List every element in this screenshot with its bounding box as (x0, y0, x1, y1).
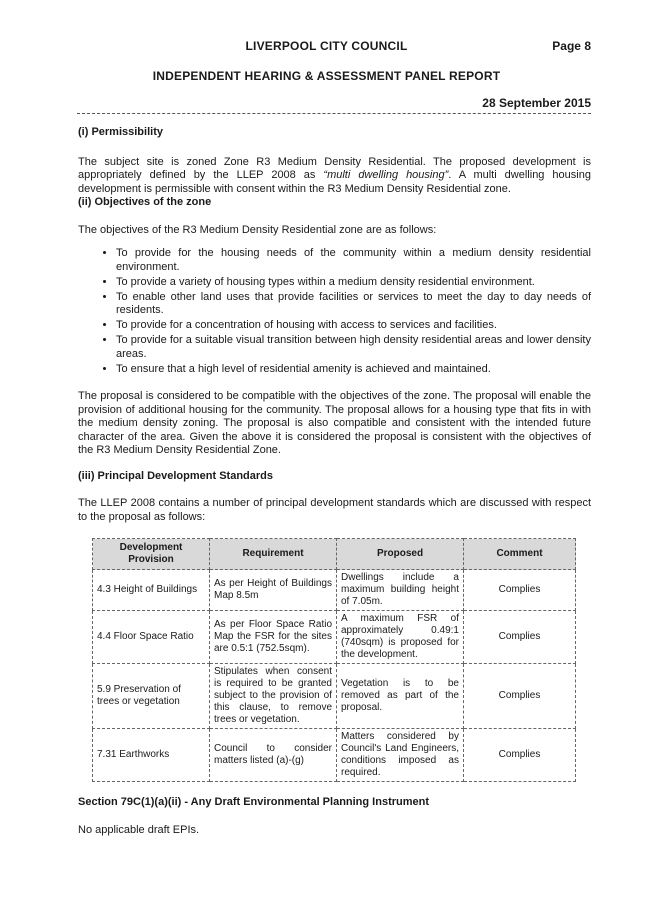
permissibility-heading: (i) Permissibility (78, 126, 163, 138)
table-cell: Stipulates when consent is required to be granted subject to the provision of this clause, to remove trees or vegetation. (210, 664, 337, 729)
table-cell: Complies (464, 729, 576, 782)
column-header: Development Provision (93, 539, 210, 570)
objective-item: • To provide for a suitable visual transition between high density residential areas and lower density areas. (116, 334, 591, 361)
table-row (93, 664, 576, 729)
column-header: Proposed (337, 539, 464, 570)
permissibility-paragraph (78, 156, 591, 197)
table-cell: As per Floor Space Ratio Map the FSR for the sites are 0.5:1 (752.5sqm). (210, 611, 337, 664)
objective-item: • To ensure that a high level of residential amenity is achieved and maintained. (116, 363, 591, 377)
objectives-conclusion: The proposal is considered to be compatible with the objectives of the zone. The proposal will enable the provision of additional housing for the community. The proposal allows for a housing type that fits in with the medium density zoning. The proposal is also compatible and consistent with the intended future character of the area. Given the above it is considered the proposal is consistent with the objectives of the R3 Medium Density Residential Zone. (78, 390, 591, 456)
standards-heading: (iii) Principal Development Standards (78, 469, 273, 482)
report-date: 28 September 2015 (482, 96, 591, 110)
table-cell: A maximum FSR of approximately 0.49:1 (740sqm) is proposed for the development. (337, 611, 464, 664)
table-cell: Complies (464, 570, 576, 611)
permissibility-text-1: The subject site is zoned Zone R3 Medium Density Residential. The proposed development is appropriately defined by the LLEP 2008 as (78, 155, 591, 181)
permissibility-text-2: . A multi dwelling housing development is permissible with consent within the R3 Medium Density Residential zone. (78, 169, 591, 195)
report-title: INDEPENDENT HEARING & ASSESSMENT PANEL REPORT (152, 69, 501, 83)
table-cell: As per Height of Buildings Map 8.5m (210, 570, 337, 611)
table-row (93, 611, 576, 664)
page-number: Page 8 (552, 39, 591, 53)
objectives-heading: (ii) Objectives of the zone (78, 196, 212, 208)
table-cell: 4.4 Floor Space Ratio (93, 611, 210, 664)
objective-item: • To provide a variety of housing types within a medium density residential environment. (116, 276, 591, 290)
column-header: Requirement (210, 539, 337, 570)
table-cell: Council to consider matters listed (a)-(g) (210, 729, 337, 782)
standards-intro: The LLEP 2008 contains a number of principal development standards which are discussed with respect to the proposal as follows: (78, 497, 591, 523)
header-divider (77, 113, 591, 114)
permissibility-italic: “multi dwelling housing” (323, 169, 449, 181)
table-header-row (93, 539, 576, 570)
objective-item: • To enable other land uses that provide facilities or services to meet the day to day needs of residents. (116, 291, 591, 318)
table-cell: 7.31 Earthworks (93, 729, 210, 782)
page-body (78, 126, 591, 837)
table-row (93, 570, 576, 611)
column-header: Comment (464, 539, 576, 570)
section79-text: No applicable draft EPIs. (78, 823, 200, 836)
table-cell: 4.3 Height of Buildings (93, 570, 210, 611)
section79-heading: Section 79C(1)(a)(ii) - Any Draft Environmental Planning Instrument (78, 796, 430, 808)
objectives-intro: The objectives of the R3 Medium Density Residential zone are as follows: (78, 223, 437, 236)
table-cell: Complies (464, 611, 576, 664)
table-cell: Complies (464, 664, 576, 729)
standards-table (92, 538, 576, 782)
table-cell: 5.9 Preservation of trees or vegetation (93, 664, 210, 729)
table-row (93, 729, 576, 782)
table-cell: Vegetation is to be removed as part of the proposal. (337, 664, 464, 729)
table-cell: Dwellings include a maximum building height of 7.05m. (337, 570, 464, 611)
table-cell: Matters considered by Council's Land Engineers, conditions imposed as required. (337, 729, 464, 782)
objective-item: • To provide for a concentration of housing with access to services and facilities. (116, 319, 591, 333)
objective-item: • To provide for the housing needs of the community within a medium density residential environment. (116, 247, 591, 274)
objectives-list (78, 247, 591, 376)
council-name: LIVERPOOL CITY COUNCIL (245, 39, 408, 53)
